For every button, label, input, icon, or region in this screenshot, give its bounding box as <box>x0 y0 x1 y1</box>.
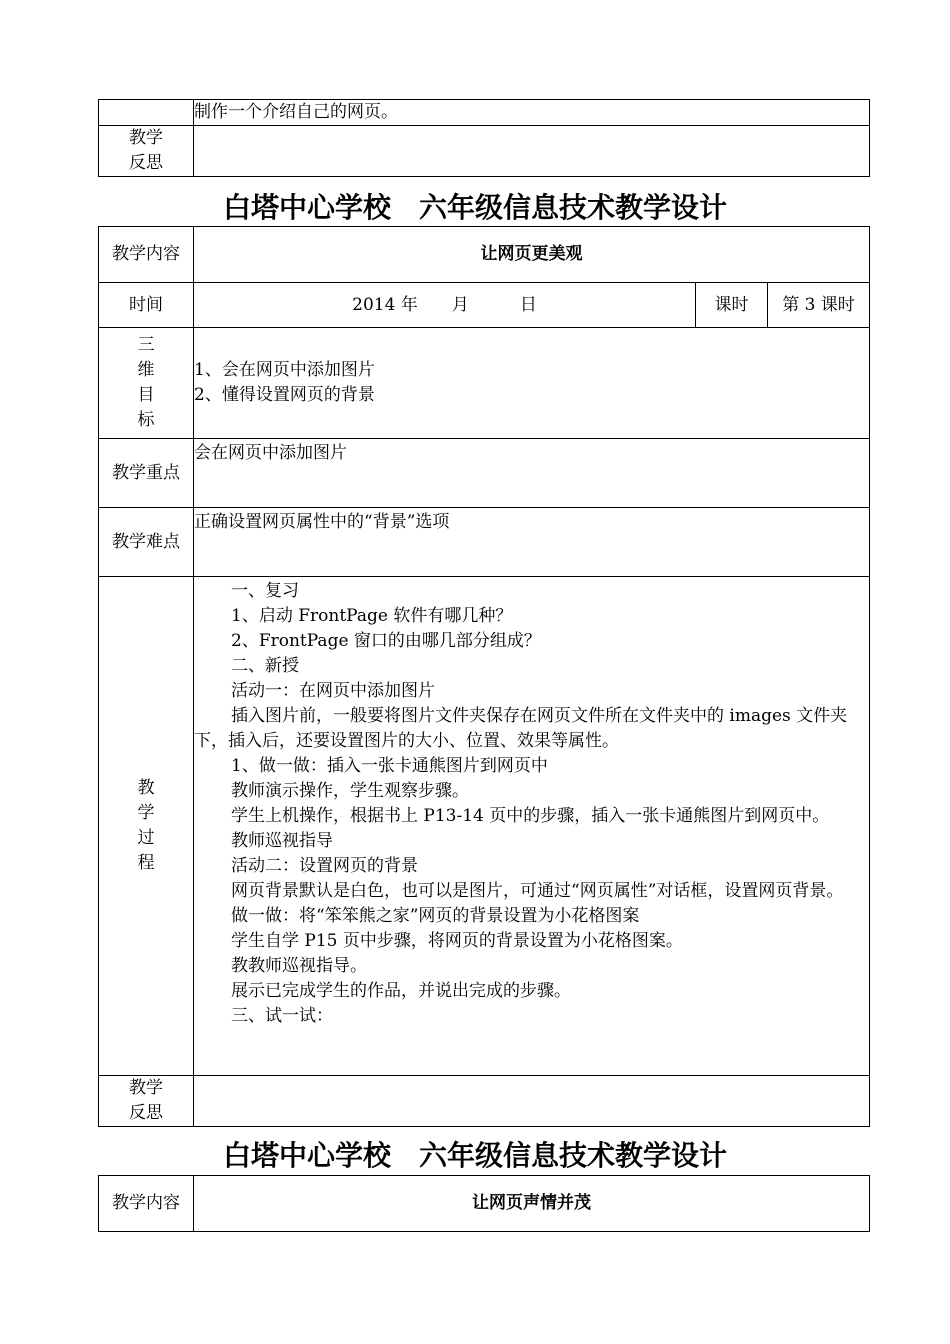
process-line: 网页背景默认是白色，也可以是图片，可通过“网页属性”对话框，设置网页背景。 <box>231 881 844 901</box>
lesson-title: 让网页更美观 <box>194 227 870 283</box>
time-value: 2014 年 月 日 <box>194 283 696 328</box>
process-line: 学生上机操作，根据书上 P13-14 页中的步骤，插入一张卡通熊图片到网页中。 <box>231 806 830 826</box>
process-line: 2、FrontPage 窗口的由哪几部分组成？ <box>231 631 541 651</box>
process-line: 教师演示操作，学生观察步骤。 <box>231 781 469 801</box>
reflection-label: 教学 反思 <box>99 1076 194 1127</box>
top-table <box>98 99 870 177</box>
process-line: 教师巡视指导 <box>231 831 333 851</box>
process-line: 教教师巡视指导。 <box>231 956 367 976</box>
process-line: 学生自学 P15 页中步骤，将网页的背景设置为小花格图案。 <box>231 931 683 951</box>
time-label: 时间 <box>99 283 194 328</box>
lesson-table <box>98 226 870 1127</box>
difficulty-label: 教学难点 <box>99 508 194 577</box>
process-line: 插入图片前，一般要将图片文件夹保存在网页文件所在文件夹中的 images 文件夹下，插入后，还要设置图片的大小、位置、效果等属性。 <box>194 706 848 751</box>
goal-item: 1、会在网页中添加图片 <box>194 360 375 380</box>
section-title: 白塔中心学校 六年级信息技术教学设计 <box>222 191 727 224</box>
process-content <box>194 577 870 1076</box>
reflection-value <box>194 126 870 177</box>
goals-list <box>194 328 870 439</box>
process-line: 二、新授 <box>231 656 299 676</box>
key-point-label: 教学重点 <box>99 439 194 508</box>
process-line: 活动二：设置网页的背景 <box>231 856 418 876</box>
goal-item: 2、懂得设置网页的背景 <box>194 385 375 405</box>
key-point-value: 会在网页中添加图片 <box>194 439 870 508</box>
period-label: 课时 <box>696 283 768 328</box>
goals-label: 三 维 目 标 <box>99 328 194 439</box>
content-label: 教学内容 <box>99 227 194 283</box>
process-line: 一、复习 <box>231 581 299 601</box>
top-table-empty-label-cell <box>99 100 194 126</box>
process-line: 做一做：将“笨笨熊之家”网页的背景设置为小花格图案 <box>231 906 640 926</box>
process-label: 教 学 过 程 <box>99 577 194 1076</box>
difficulty-value: 正确设置网页属性中的“背景”选项 <box>194 508 870 577</box>
reflection-value <box>194 1076 870 1127</box>
previous-task-text: 制作一个介绍自己的网页。 <box>194 100 870 126</box>
process-line: 展示已完成学生的作品，并说出完成的步骤。 <box>231 981 571 1001</box>
process-line: 1、做一做：插入一张卡通熊图片到网页中 <box>231 756 548 776</box>
next-lesson-table <box>98 1175 870 1232</box>
process-line: 活动一：在网页中添加图片 <box>231 681 435 701</box>
section-title: 白塔中心学校 六年级信息技术教学设计 <box>222 1139 727 1172</box>
content-label: 教学内容 <box>99 1176 194 1232</box>
process-line: 三、试一试： <box>231 1006 333 1026</box>
lesson-title: 让网页声情并茂 <box>194 1176 870 1232</box>
process-line: 1、启动 FrontPage 软件有哪几种？ <box>231 606 513 626</box>
period-value: 第 3 课时 <box>768 283 870 328</box>
reflection-label: 教学 反思 <box>99 126 194 177</box>
